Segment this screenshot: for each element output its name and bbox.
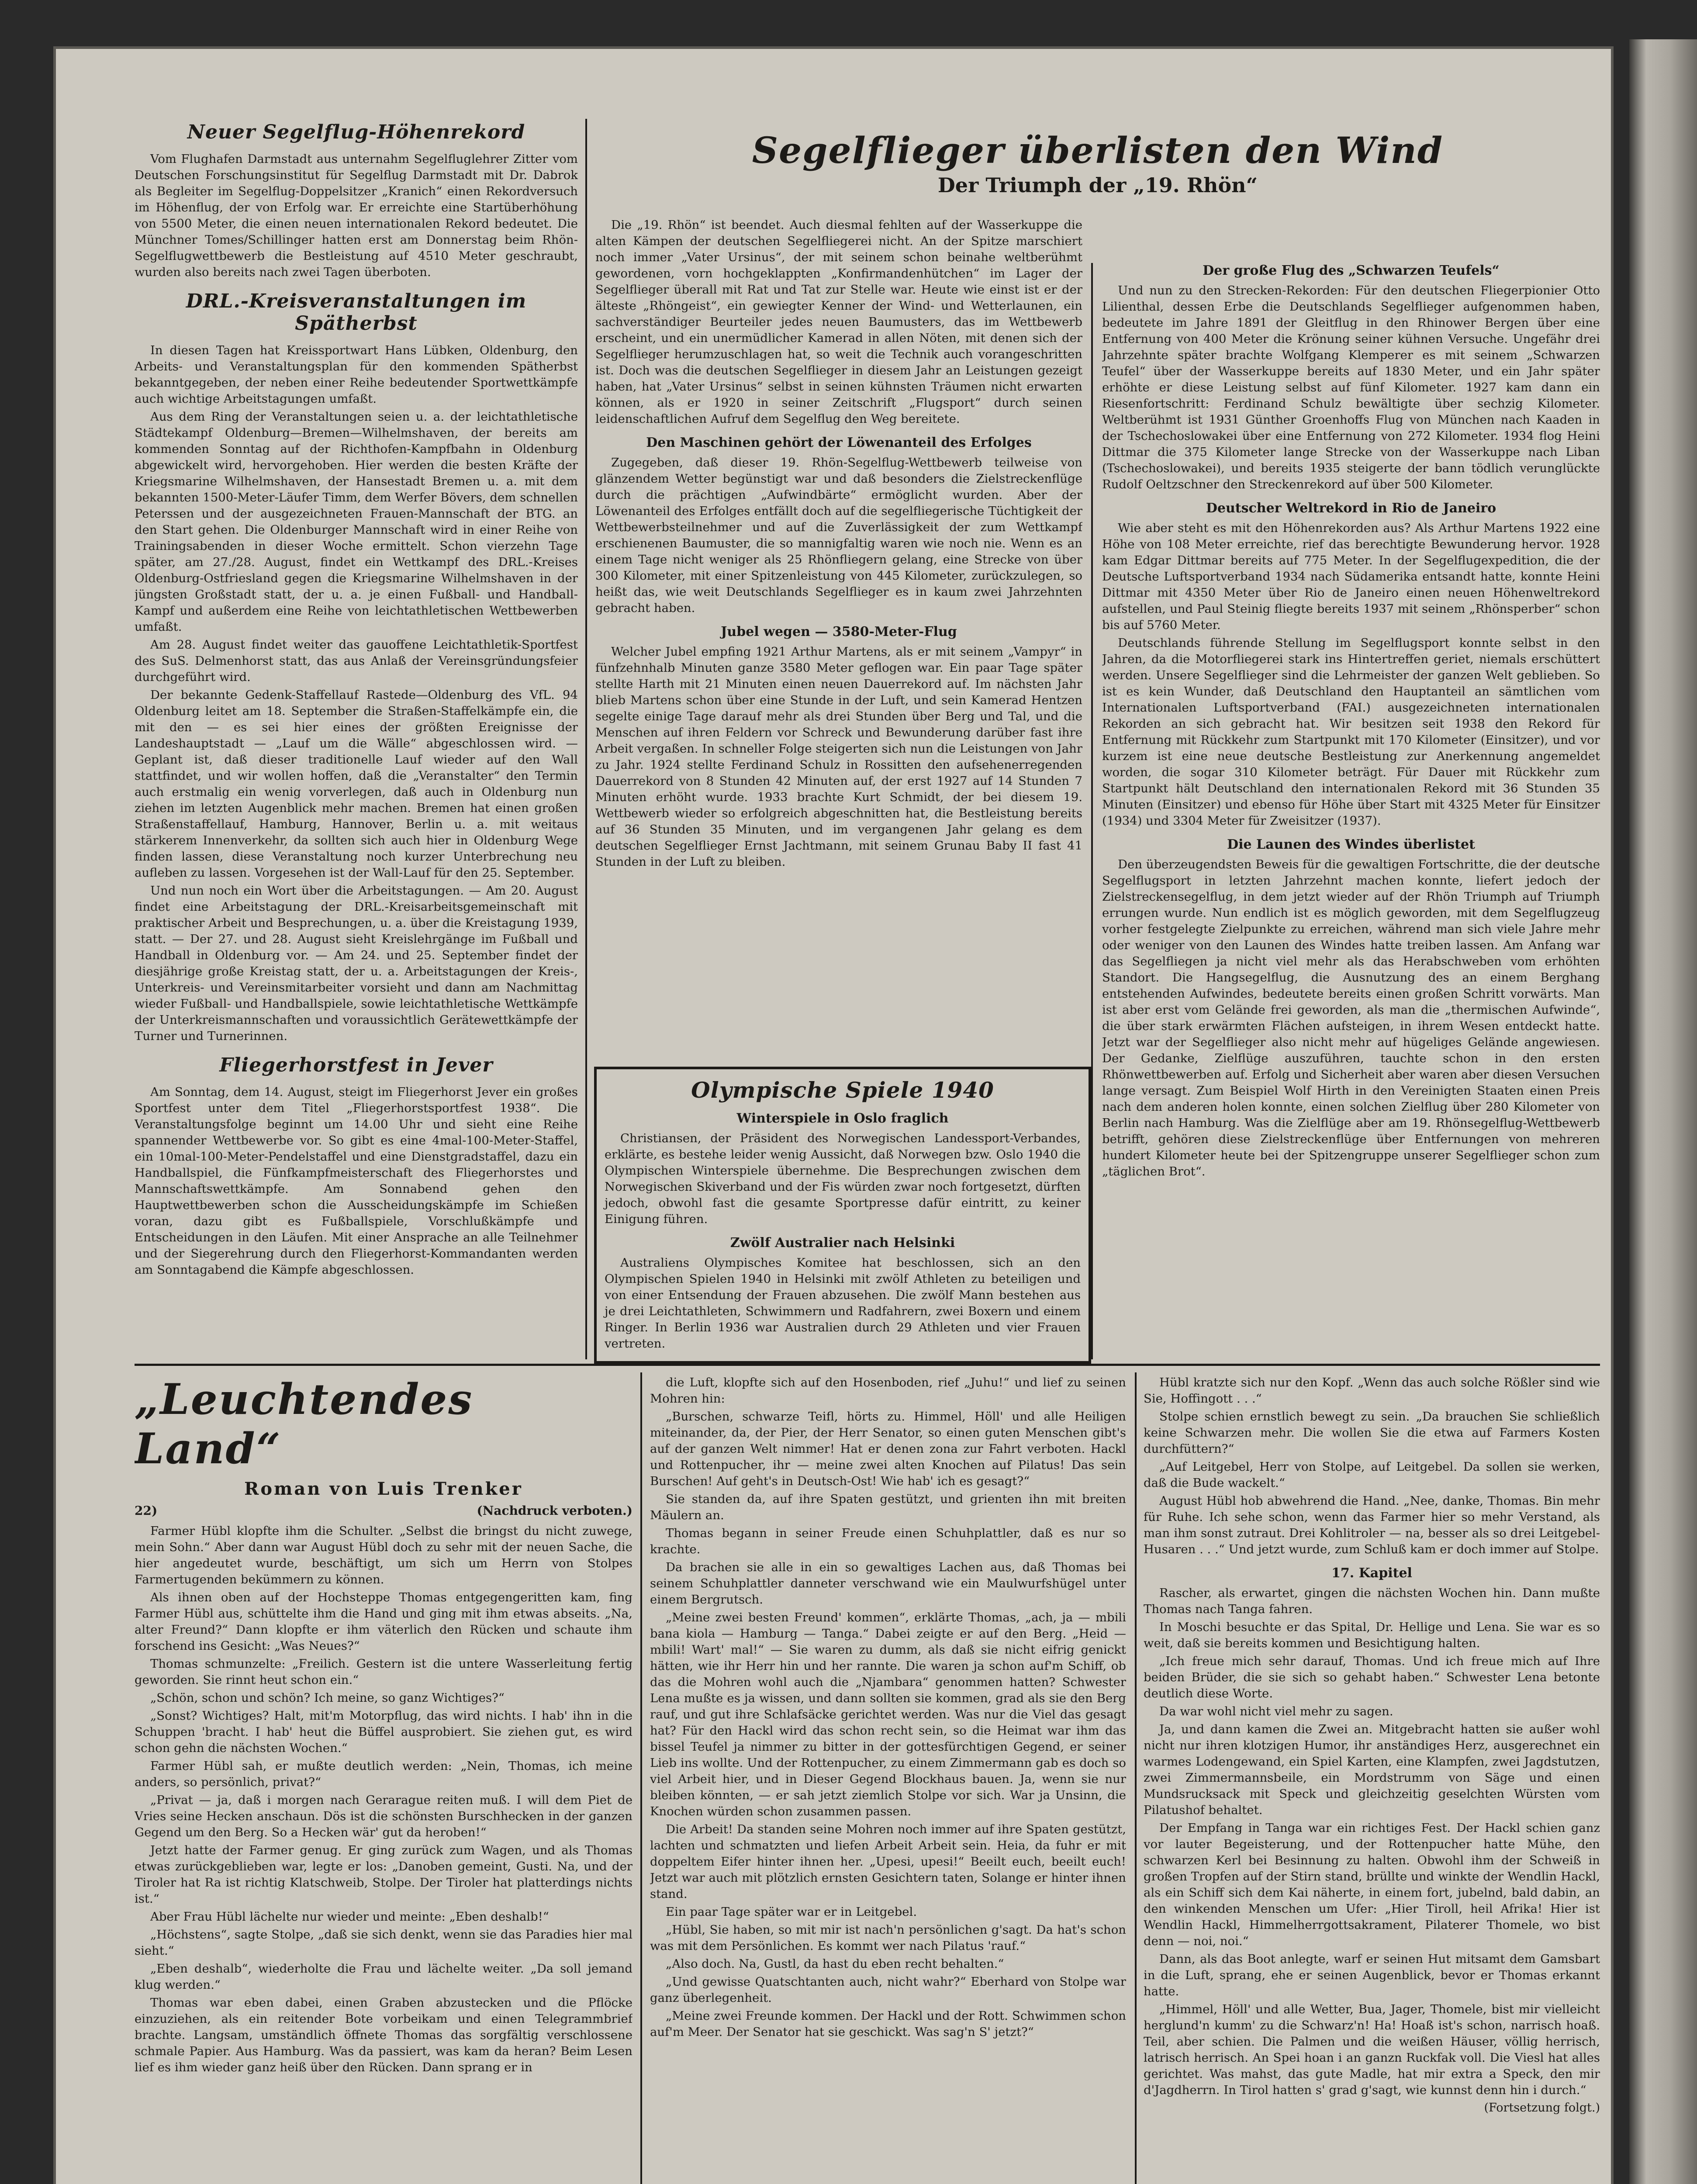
- lead-column-a: [595, 217, 1082, 1047]
- headline-kreisveranstaltungen: DRL.-Kreisveranstaltungen im Spätherbst: [186, 290, 527, 335]
- paragraph: Dann, als das Boot anlegte, warf er seinen Hut mitsamt dem Gamsbart in die Luft, sprang, ehe er seinen Augenblick, bevor er Thomas erkannt hatte.: [1144, 1952, 1600, 1998]
- paragraph: Am 28. August findet weiter das gauoffene Leichtathletik-Sportfest des SuS. Delmenhorst statt, das aus Anlaß der Vereinsgründungsfeier durchgeführt wird.: [135, 638, 578, 684]
- paragraph: Aus dem Ring der Veranstaltungen seien u. a. der leichtathletische Städtekampf Oldenburg—Bremen—Wilhelmshaven, der bereits am kommenden Sonntag auf der Richthofen-Kampfbahn in Oldenburg abgewickelt wird, hervorgehoben. Hier werden die besten Kräfte der Kriegsmarine Wilhelmshaven, der Hansestadt Bremen u. a. mit dem bekannten 1500-Meter-Läufer Timm, dem Werfer Bövers, dem schnellen Peterssen und der ausgezeichneten Frauen-Mannschaft der BTG. an den Start gehen. Die Oldenburger Mannschaft wird in einer Reihe von Trainingsabenden in dieser Woche ermittelt. Schon vierzehn Tage später, am 27./28. August, findet ein Wettkampf des DRL.-Kreises Oldenburg-Ostfriesland gegen die Kriegsmarine Wilhelmshaven in der jüngsten Großstadt statt, der u. a. je einen Fußball- und Handball-Kampf und außerdem eine Reihe von leichtathletischen Wettbewerben umfaßt.: [135, 410, 578, 634]
- paragraph: Rascher, als erwartet, gingen die nächsten Wochen hin. Dann mußte Thomas nach Tanga fahren.: [1144, 1586, 1600, 1616]
- paragraph: Christiansen, der Präsident des Norwegischen Landessport-Verbandes, erklärte, es bestehe leider wenig Aussicht, daß Norwegen bzw. Oslo 1940 die Olympischen Winterspiele übernehme. Die Besprechungen zwischen dem Norwegischen Skiverband und der Fis würden zwar noch fortgesetzt, dürften jedoch, obwohl fast die gesamte Sportpresse dafür eintritt, zu keiner Einigung führen.: [605, 1131, 1081, 1226]
- headline-segelflug-hoehenrekord: Neuer Segelflug-Höhenrekord: [187, 121, 525, 143]
- olympics-box: [594, 1067, 1091, 1364]
- article-segelflug-hoehenrekord: [135, 151, 578, 280]
- paragraph: „Ich freue mich sehr darauf, Thomas. Und ich freue mich auf Ihre beiden Brüder, die sie sich so gehabt haben.“ Schwester Lena betonte deutlich diese Worte.: [1144, 1654, 1600, 1700]
- lead-subhead-jubel: Jubel wegen — 3580-Meter-Flug: [721, 624, 957, 639]
- paragraph: Thomas schmunzelte: „Freilich. Gestern ist die untere Wasserleitung fertig geworden. Sie rinnt heut schon ein.“: [135, 1657, 632, 1687]
- lead-section-intro: [595, 217, 1082, 427]
- paragraph: die Luft, klopfte sich auf den Hosenboden, rief „Juhu!“ und lief zu seinen Mohren hin:: [650, 1375, 1126, 1406]
- paragraph: In diesen Tagen hat Kreissportwart Hans Lübken, Oldenburg, den Arbeits- und Veranstaltungsplan für den kommenden Spätherbst bekanntgegeben, der neben einer Reihe bedeutender Sportwettkämpfe auch wichtige Arbeitstagungen umfaßt.: [135, 343, 578, 406]
- lead-section-jubel: [595, 644, 1082, 870]
- paragraph: Der bekannte Gedenk-Staffellauf Rastede—Oldenburg des VfL. 94 Oldenburg leitet am 18. September die Straßen-Staffelkämpfe ein, die mit den — es sei hier eines der größten Ereignisse der Landeshauptstadt — „Lauf um die Wälle“ abgeschlossen wird. — Geplant ist, daß dieser traditionelle Lauf wieder auf den Wall stattfindet, und wir wollen hoffen, daß die „Veranstalter“ den Termin auch erstmalig ein wenig vorverlegen, daß auch in Oldenburg nun ziehen im letzten Augenblick mehr machen. Bremen hat einen großen Straßenstaffellauf, Hamburg, Hannover, Berlin u. a. mit weitaus stärkerem Innenverkehr, da sollten sich auch hier in Oldenburg Wege finden lassen, diese Veranstaltung noch kurzer Unterbrechung neu aufleben zu lassen. Vorgesehen ist der Wall-Lauf für den 25. September.: [135, 688, 578, 880]
- paragraph: Da war wohl nicht viel mehr zu sagen.: [1159, 1704, 1393, 1718]
- paragraph: Jetzt hatte der Farmer genug. Er ging zurück zum Wagen, und als Thomas etwas zurückgeblieben war, legte er los: „Danoben gemeint, Gusti. Na, und der Tiroler hat Ra ist richtig Klatschweib, Stolpe. Der Tiroler hat platterdings nichts ist.“: [135, 1843, 632, 1906]
- paragraph: In Moschi besuchte er das Spital, Dr. Hellige und Lena. Sie war es so weit, daß sie bereits kommen und Besichtigung halten.: [1144, 1620, 1600, 1650]
- lead-section-rio: [1102, 520, 1600, 829]
- paragraph: „Burschen, schwarze Teifl, hörts zu. Himmel, Höll' und alle Heiligen miteinander, da, der Pier, der Herr Senator, so einen guten Menschen gibt's auf der ganzen Welt nimmer! Hat er denen zona zur Fahrt verboten. Hackl und Rottenpucher, ihr — meine zwei alten Knochen auf Pilatus! Das sein Burschen! Auf geht's in Deutsch-Ost! Wie hab' ich es gesagt?“: [650, 1410, 1126, 1488]
- paragraph: „Meine zwei Freunde kommen. Der Hackl und der Rott. Schwimmen schon auf'm Meer. Der Senator hat sie geschickt. Was sag'n S' jetzt?“: [650, 2009, 1126, 2039]
- paragraph: Welcher Jubel empfing 1921 Arthur Martens, als er mit seinem „Vampyr“ in fünfzehnhalb Minuten ganze 3580 Meter geflogen war. Ein paar Tage später stellte Harth mit 21 Minuten einen neuen Dauerrekord auf. Im nächsten Jahr blieb Martens schon über eine Stunde in der Luft, und sein Kamerad Hentzen segelte einige Tage darauf mehr als drei Stunden über Berg und Tal, und die Menschen auf ihren Feldern vor Schreck und Bewunderung darüber fast ihre Arbeit vergaßen. In schneller Folge steigerten sich nun die Leistungen von Jahr zu Jahr. 1924 stellte Ferdinand Schulz in Rossitten den aufsehenerregenden Dauerrekord von 8 Stunden 42 Minuten auf, der erst 1927 auf 14 Stunden 7 Minuten erhöht wurde. 1933 brachte Kurt Schmidt, der bei diesem 19. Wettbewerb wieder so erfolgreich abgeschnitten hat, die Bestleistung bereits auf 36 Stunden 35 Minuten, und im vergangenen Jahr gelang es dem deutschen Segelflieger Ernst Jachtmann, mit seinem Grunau Baby II fast 41 Stunden in der Luft zu bleiben.: [595, 645, 1082, 869]
- lead-subhead-maschinen: Den Maschinen gehört der Löwenanteil des Erfolges: [646, 435, 1032, 450]
- lead-subhead-launen: Die Launen des Windes überlistet: [1227, 837, 1475, 852]
- paragraph: Deutschlands führende Stellung im Segelflugsport konnte selbst in den Jahren, da die Motorfliegerei stark ins Hintertreffen geriet, niemals erschüttert werden. Unsere Segelflieger sind die Lehrmeister der ganzen Welt geblieben. So ist es kein Wunder, daß Deutschland den Hauptanteil an sämtlichen vom Internationalen Luftsportverband (FAI.) ausgezeichneten internationalen Rekorden an sich gebracht hat. Wir besitzen seit 1938 den Rekord für Entfernung mit Rückkehr zum Startpunkt mit 170 Kilometer (Einsitzer), und vor kurzem ist eine neue deutsche Bestleistung zur Anerkennung angemeldet worden, die sogar 310 Kilometer beträgt. Für Dauer mit Rückkehr zum Startpunkt hält Deutschland den internationalen Rekord mit 36 Stunden 35 Minuten (Einsitzer) und ebenso für Höhe über Start mit 4325 Meter für Einsitzer (1934) und 3304 Meter für Zweisitzer (1937).: [1102, 636, 1600, 828]
- paragraph: „Privat — ja, daß i morgen nach Gerarague reiten muß. I will dem Piet de Vries seine Hecken anschaun. Dös ist die schönsten Burschhecken in der ganzen Gegend um den Berg. So a Hecken wär' gut da heroben!“: [135, 1793, 632, 1839]
- paragraph: Am Sonntag, dem 14. August, steigt im Fliegerhorst Jever ein großes Sportfest unter dem Titel „Fliegerhorstsportfest 1938“. Die Veranstaltungsfolge beginnt um 14.00 Uhr und sieht eine Reihe spannender Wettbewerbe vor. So gibt es eine 4mal-100-Meter-Staffel, ein 10mal-100-Meter-Pendelstaffel und eine Dienstgradstaffel, dazu ein Handballspiel, die Fünfkampfmeisterschaft des Fliegerhorstes und Mannschaftswettkämpfe. Am Sonnabend gehen den Hauptwettbewerben schon die Ausscheidungskämpfe im Schießen voran, dazu gibt es Fußballspiele, Vorschlußkämpfe und Entscheidungen in den Läufen. Mit einer Ansprache an alle Teilnehmer und der Siegerehrung durch den Fliegerhorst-Kommandanten werden am Sonntagabend die Kämpfe abgeschlossen.: [135, 1085, 578, 1277]
- paragraph: „Auf Leitgebel, Herr von Stolpe, auf Leitgebel. Da sollen sie werken, daß die Bude wackelt.“: [1144, 1460, 1600, 1490]
- article-fliegerhorstfest: [135, 1084, 578, 1278]
- paragraph: Sie standen da, auf ihre Spaten gestützt, und grienten ihn mit breiten Mäulern an.: [650, 1492, 1126, 1522]
- lead-column-b: [1102, 263, 1600, 1359]
- article-kreisveranstaltungen: [135, 342, 578, 1044]
- paragraph: Die Arbeit! Da standen seine Mohren noch immer auf ihre Spaten gestützt, lachten und schmatzten und liefen Arbeit Arbeit sein. Heia, da fuhr er mit doppeltem Eifer hinter ihnen her. „Upesi, upesi!“ Beeilt euch, beeilt euch! Jetzt war auch mit plötzlich ernsten Gesichtern taten, Solange er hinter ihnen stand.: [650, 1822, 1126, 1901]
- paragraph: Ja, und dann kamen die Zwei an. Mitgebracht hatten sie außer wohl nicht nur ihren klotzigen Humor, ihr anständiges Herz, ausgerechnet ein warmes Lodengewand, ein Spiel Karten, eine Klampfen, zwei Jagdstutzen, zwei Zimmermannsbeile, ein Mordstrumm von Säge und einen Mundsrucksack mit Speck und gleichzeitig geselchten Würsten vom Pilatushof behaltet.: [1144, 1722, 1600, 1817]
- novel-chapter-heading: 17. Kapitel: [1331, 1565, 1412, 1581]
- subhead-oslo: Winterspiele in Oslo fraglich: [736, 1111, 949, 1126]
- paragraph: Vom Flughafen Darmstadt aus unternahm Segelfluglehrer Zitter vom Deutschen Forschungsinstitut für Segelflug Darmstadt mit Dr. Dabrok als Begleiter im Segelflug-Doppelsitzer „Kranich“ einen Rekordversuch im Höhenflug, der von Erfolg war. Er erreichte eine Startüberhöhung von 5500 Meter, die einen neuen internationalen Rekord bedeutet. Die Münchner Tomes/Schillinger hatten erst am Donnerstag beim Rhön-Segelflugwettbewerb die Bestleistung auf 4510 Meter geschraubt, wurden also bereits nach zwei Tagen überboten.: [135, 152, 578, 279]
- novel-column-1: [135, 1375, 632, 2184]
- paragraph: „Himmel, Höll' und alle Wetter, Bua, Jager, Thomele, bist mir vielleicht herglund'n kumm' zu die Schwarz'n! Ha! Hoaß ist's schon, narrisch hoaß. Teil, aber schien. Die Palmen und die weißen Häuser, völlig herrisch, latrisch herrisch. An Spei hoan i an ganzn Ruckfak voll. Die Viesl hat alles gerichtet. Was mahst, das gute Madle, hat mir extra a Speck, den mir d'Jagdherrn. In Tirol hatten s' grad g'sagt, wie kunnst denn hin i durch.“: [1144, 2002, 1600, 2097]
- lead-subheadline: Der Triumph der „19. Rhön“: [937, 173, 1258, 197]
- paragraph: Da brachen sie alle in ein so gewaltiges Lachen aus, daß Thomas bei seinem Schuhplattler danneter verschwand wie ein Maulwurfshügel unter einem Bergrutsch.: [650, 1560, 1126, 1607]
- paragraph: Der Empfang in Tanga war ein richtiges Fest. Der Hackl schien ganz vor lauter Begeisterung, und der Rottenpucher hatte Mühe, den schwarzen Kerl bei Besinnung zu halten. Obwohl ihm der Schweiß in großen Tropfen auf der Stirn stand, brüllte und winkte der Wendlin Hackl, als ein Schiff sich dem Kai näherte, in einem fort, jubelnd, bald dabin, an den winkenden Menschen um Ufer: „Hier Tiroll, heil Afrika! Hier ist Wendlin Hackl, Himmelherrgottsakrament, Pilaterer Thomele, wo bist denn — noi, noi.“: [1144, 1821, 1600, 1948]
- lead-section-maschinen: [595, 455, 1082, 616]
- paragraph: „Eben deshalb“, wiederholte die Frau und lächelte weiter. „Da soll jemand klug werden.“: [135, 1962, 632, 1992]
- novel-title: „Leuchtendes Land“: [135, 1375, 474, 1473]
- page-edge: [1629, 39, 1697, 2184]
- paragraph: „Und gewisse Quatschtanten auch, nicht wahr?“ Eberhard von Stolpe war ganz überlegenheit.: [650, 1975, 1126, 2005]
- column-divider: [640, 1372, 642, 2184]
- novel-meta: [135, 1503, 632, 1518]
- column-divider: [1091, 263, 1093, 1359]
- column-divider: [585, 119, 587, 1359]
- paragraph: Aber Frau Hübl lächelte nur wieder und meinte: „Eben deshalb!“: [150, 1910, 549, 1924]
- paragraph: Und nun zu den Strecken-Rekorden: Für den deutschen Fliegerpionier Otto Lilienthal, dessen Erbe die Deutschlands Segelflieger aufgenommen haben, bedeutete im Jahre 1891 der Gleitflug in den Rhinower Bergen über eine Entfernung von 400 Meter die Krönung seiner kühnen Versuche. Ungefähr drei Jahrzehnte später brachte Wolfgang Klemperer es mit seinem „Schwarzen Teufel“ über der Wasserkuppe bereits auf 1830 Meter, und ein Jahr später erhöhte er diese Leistung selbst auf fünf Kilometer. 1927 kam dann ein Riesenfortschritt: Ferdinand Schulz bewältigte über sechzig Kilometer. Weltberühmt ist 1931 Günther Groenhoffs Flug von München nach Kaaden in der Tschechoslowakei über eine Entfernung von 272 Kilometer. 1934 flog Heini Dittmar die 375 Kilometer lange Strecke von der Wasserkuppe nach Liban (Tschechoslowakei), und bereits 1935 steigerte der bann tödlich verunglückte Rudolf Oeltzschner den Streckenrekord auf über 500 Kilometer.: [1102, 283, 1600, 491]
- paragraph: Farmer Hübl sah, er mußte deutlich werden: „Nein, Thomas, ich meine anders, so persönlich, privat?“: [135, 1759, 632, 1789]
- paragraph: Farmer Hübl klopfte ihm die Schulter. „Selbst die bringst du nicht zuwege, mein Sohn.“ Aber dann war August Hübl doch zu sehr mit der neuen Sache, die hier angedeutet wurde, beschäftigt, um sich um Herrn von Stolpes Farmertugenden bekümmern zu können.: [135, 1524, 632, 1586]
- paragraph: Ein paar Tage später war er in Leitgebel.: [666, 1905, 917, 1919]
- paragraph: Die „19. Rhön“ ist beendet. Auch diesmal fehlten auf der Wasserkuppe die alten Kämpen der deutschen Segelfliegerei nicht. An der Spitze marschiert noch immer „Vater Ursinus“, der mit seinem schon beinahe weltberühmt gewordenen, vorn hochgeklappten „Konfirmandenhütchen“ im Lager der Segelflieger überall mit Rat und Tat zur Stelle war. Heute wie einst ist er der älteste „Rhöngeist“, ein gewiegter Kenner der Wind- und Wetterlaunen, ein sachverständiger Beurteiler jedes neuen Baumusters, das im Wettbewerb erscheint, und ein unermüdlicher Kamerad in allen Nöten, mit denen sich der Segelflieger herumzuschlagen hat, so weit die Technik auch vorangeschritten ist. Doch was die deutschen Segelflieger in diesem Jahr an Leistungen gezeigt haben, hat „Vater Ursinus“ selbst in seinen kühnsten Träumen nicht erwarten können, als er 1920 in seiner Zeitschrift „Flugsport“ durch seinen leidenschaftlichen Aufruf dem Segelflug den Weg bereitete.: [595, 218, 1082, 426]
- paragraph: Hübl kratzte sich nur den Kopf. „Wenn das auch solche Rößler sind wie Sie, Hoffingott . . .“: [1144, 1375, 1600, 1406]
- novel-text-3b: [1144, 1585, 1600, 2098]
- paragraph: Zugegeben, daß dieser 19. Rhön-Segelflug-Wettbewerb teilweise von glänzendem Wetter begünstigt war und daß besonders die Zielstreckenflüge durch die prächtigen „Aufwindbärte“ ermöglicht wurden. Aber der Löwenanteil des Erfolges entfällt doch auf die segelfliegerische Tüchtigkeit der Wettbewerbsteilnehmer und auf die Zuverlässigkeit der zum Wettkampf erschienenen Baumuster, die so mannigfaltig waren wie noch nie. Wenn es an einem Tage nicht weniger als 25 Rhönfliegern gelang, eine Strecke von über 300 Kilometer, mit einer Spitzenleistung von 445 Kilometer, zurückzulegen, so heißt das, wie weit Deutschlands Segelflieger es in kaum zwei Jahrzehnten gebracht haben.: [595, 456, 1082, 615]
- paragraph: „Schön, schon und schön? Ich meine, so ganz Wichtiges?“: [150, 1691, 505, 1705]
- section-divider: [135, 1364, 1600, 1366]
- headline-fliegerhorstfest: Fliegerhorstfest in Jever: [219, 1054, 493, 1076]
- lead-subhead-rio: Deutscher Weltrekord in Rio de Janeiro: [1206, 501, 1497, 516]
- article-oslo: [605, 1130, 1081, 1227]
- lead-subhead-schwarzer-teufel: Der große Flug des „Schwarzen Teufels“: [1203, 263, 1500, 278]
- paragraph: Und nun noch ein Wort über die Arbeitstagungen. — Am 20. August findet eine Arbeitstagung der DRL.-Kreisarbeitsgemeinschaft mit praktischer Arbeit und Besprechungen, u. a. über die Kreistagung 1939, statt. — Der 27. und 28. August sieht Kreislehrgänge im Fußball und Handball in Oldenburg vor. — Am 24. und 25. September findet der diesjährige große Kreistag statt, der u. a. Arbeitstagungen der Kreis-, Unterkreis- und Vereinsmitarbeiter vorsieht und dann am Nachmittag wieder Fußball- und Handballspiele, sowie leichtathletische Wettkämpfe der Unterkreismannschaften und voraussichtlich Gerätewettkämpfe der Turner und Turnerinnen.: [135, 884, 578, 1043]
- headline-olympische-spiele: Olympische Spiele 1940: [691, 1077, 994, 1103]
- paragraph: „Meine zwei besten Freund' kommen“, erklärte Thomas, „ach, ja — mbili bana kiola — Hamburg — Tanga.“ Dabei zeigte er auf den Berg. „Heid — mbili! Wart' mal!“ — Sie waren zu dumm, als daß sie nicht eifrig genickt hätten, wie ihr Herr hin und her rannte. Die waren ja schon auf'm Schiff, ob das die Mohren wohl auch die „Njambara“ genommen hatten? Schwester Lena mußte es ja wissen, und dann sollten sie kommen, grad als sie den Berg rauf, und gut ihre Schlafsäcke gerichtet werden. Was nur die Viel das gesagt hat? Für den Hackl wird das schon recht sein, so die Heimat war ihm das bissel Teufel ja nimmer zu bitter in der gottesfürchtigen Gegend, er seiner Lieb ins wollte. Und der Rottenpucher, zu einem Zimmermann gab es doch so viel Arbeit hier, und in Dieser Gegend Blockhaus bauen. Ja, wenn sie nur bleiben könnten, — er sah jetzt ziemlich Stolpe vor sich. War ja Unsinn, die Knochen würden schon zusammen passen.: [650, 1610, 1126, 1818]
- novel-text-3: [1144, 1375, 1600, 1558]
- lead-section-schwarzer-teufel: [1102, 283, 1600, 493]
- lead-section-launen: [1102, 857, 1600, 1180]
- subhead-australier: Zwölf Australier nach Helsinki: [730, 1235, 955, 1251]
- article-australier: [605, 1255, 1081, 1352]
- novel-author: Roman von Luis Trenker: [244, 1479, 523, 1499]
- column-left: [135, 117, 578, 1362]
- lead-headline: Segelflieger überlisten den Wind: [752, 130, 1444, 172]
- novel-installment: 22): [135, 1503, 158, 1518]
- novel-copyright-note: (Nachdruck verboten.): [477, 1503, 632, 1518]
- paragraph: Wie aber steht es mit den Höhenrekorden aus? Als Arthur Martens 1922 eine Höhe von 108 Meter erreichte, rief das berechtigte Bewunderung hervor. 1928 kam Edgar Dittmar bereits auf 775 Meter. In der Segelflugexpedition, die der Deutsche Luftsportverband 1934 nach Südamerika entsandt hatte, konnte Heini Dittmar mit 4350 Meter über Rio de Janeiro einen neuen Höhenweltrekord aufstellen, und Paul Steinig fliegte bereits 1937 mit seinem „Rhönsperber“ schon bis auf 5760 Meter.: [1102, 521, 1600, 632]
- paragraph: Den überzeugendsten Beweis für die gewaltigen Fortschritte, die der deutsche Segelflugsport in letzten Jahrzehnt machen konnte, liefert jedoch der Zielstreckensegelflug, in dem jetzt wieder auf der Rhön Triumph auf Triumph errungen wurde. Nun endlich ist es möglich geworden, mit dem Segelflugzeug vorher festgelegte Zielpunkte zu erreichen, während man sich viele Jahre mehr oder weniger von den Launen des Windes hatte treiben lassen. Am Anfang war das Segelfliegen ja nicht viel mehr als das Herabschweben vom erhöhten Standort. Die Hangsegelflug, die Ausnutzung des an einem Berghang entstehenden Aufwindes, bedeutete bereits einen großen Schritt vorwärts. Man ist aber erst vom Gelände frei geworden, als man die „thermischen Aufwinde“, die über stark erwärmten Flächen aufsteigen, in ihrem Wesen entdeckt hatte. Jetzt war der Segelflieger also nicht mehr auf hügeliges Gelände angewiesen. Der Gedanke, Zielflüge auszuführen, tauchte schon in den ersten Rhönwettbewerben auf. Erfolg und Sicherheit aber waren aber diesen Versuchen lange versagt. Zum Beispiel Wolf Hirth in den Vereinigten Staaten einen Preis nach dem anderen holen konnte, einen solchen Zielflug über 280 Kilometer von Berlin nach Hamburg. Was die Zielflüge aber am 19. Rhönsegelflug-Wettbewerb betrifft, gehören diese Zielstreckenflüge über Entfernungen von mehreren hundert Kilometer heute bei der Spitzengruppe unserer Segelflieger schon zum „täglichen Brot“.: [1102, 857, 1600, 1178]
- paragraph: Thomas begann in seiner Freude einen Schuhplattler, daß es nur so krachte.: [650, 1526, 1126, 1556]
- paragraph: „Höchstens“, sagte Stolpe, „daß sie sich denkt, wenn sie das Paradies hier mal sieht.“: [135, 1928, 632, 1958]
- paragraph: August Hübl hob abwehrend die Hand. „Nee, danke, Thomas. Bin mehr für Ruhe. Ich sehe schon, wenn das Farmer hier so mehr Verstand, als man ihm sonst zutraut. Drei Kohlitroler — na, besser als so drei Leitgebel-Husaren . . .“ Und jetzt wurde, zum Schluß kam er doch immer auf Stolpe.: [1144, 1494, 1600, 1556]
- newspaper-page: [56, 49, 1611, 2184]
- paragraph: Australiens Olympisches Komitee hat beschlossen, sich an den Olympischen Spielen 1940 in Helsinki mit zwölf Athleten zu beteiligen und von einer Entsendung der Frauen abzusehen. Die zwölf Mann bestehen aus je drei Leichtathleten, Schwimmern und Radfahrern, zwei Boxern und einem Ringer. In Berlin 1936 war Australien durch 29 Athleten und vier Frauen vertreten.: [605, 1256, 1081, 1351]
- paragraph: „Sonst? Wichtiges? Halt, mit'm Motorpflug, das wird nichts. I hab' ihn in die Schuppen 'bracht. I hab' heut die Büffel ausprobiert. Sie ziehen gut, es wird schon gehn die nächsten Wochen.“: [135, 1709, 632, 1755]
- paragraph: Thomas war eben dabei, einen Graben abzustecken und die Pflöcke einzuziehen, als ein reitender Bote vorbeikam und einen Telegrammbrief brachte. Langsam, umständlich öffnete Thomas das sorgfältig verschlossene schmale Papier. Aus Hamburg. Was da passiert, was kam da heran? Beim Lesen lief es ihm wieder ganz heiß über den Rücken. Dann sprang er in: [135, 1996, 632, 2074]
- novel-column-2: [650, 1375, 1126, 2184]
- paragraph: „Hübl, Sie haben, so mit mir ist nach'n persönlichen g'sagt. Da hat's schon was mit dem Persönlichen. Es kommt wer nach Pilatus 'rauf.“: [650, 1923, 1126, 1953]
- column-divider: [1135, 1372, 1137, 2184]
- paragraph: „Also doch. Na, Gustl, da hast du eben recht behalten.“: [666, 1957, 1004, 1971]
- novel-continuation: (Fortsetzung folgt.): [1484, 2101, 1600, 2115]
- novel-text-2: [650, 1375, 1126, 2040]
- paragraph: Stolpe schien ernstlich bewegt zu sein. „Da brauchen Sie schließlich keine Schwarzen mehr. Die wollen Sie die etwa auf Farmers Kosten durchfüttern?“: [1144, 1410, 1600, 1456]
- novel-column-3: [1144, 1375, 1600, 2184]
- novel-text-1: [135, 1523, 632, 2076]
- paragraph: Als ihnen oben auf der Hochsteppe Thomas entgegengeritten kam, fing Farmer Hübl aus, schüttelte ihm die Hand und ging mit ihm etwas abseits. „Na, alter Freund?“ Dann klopfte er ihm väterlich den Rücken und schaute ihm forschend ins Gesicht: „Was Neues?“: [135, 1590, 632, 1653]
